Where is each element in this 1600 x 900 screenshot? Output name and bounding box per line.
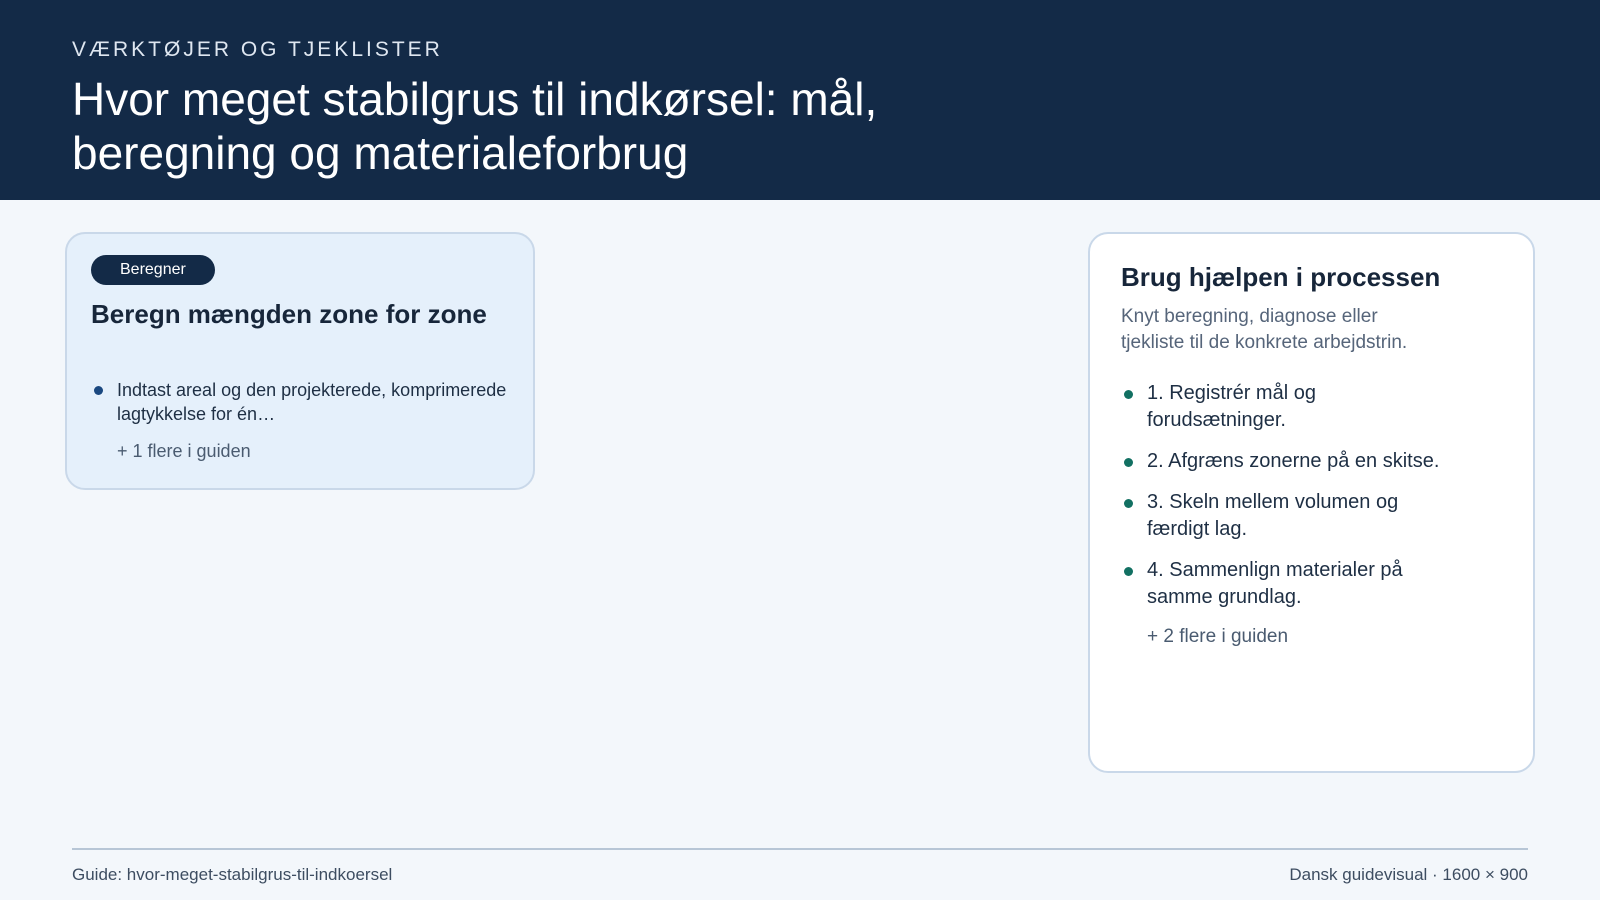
list-item-text: Indtast areal og den projekterede, komprimerede lagtykkelse for én…	[117, 380, 507, 424]
process-card	[1088, 232, 1535, 773]
bullet-icon	[1124, 499, 1133, 508]
calculator-card	[65, 232, 535, 490]
list-item	[1121, 489, 1451, 543]
bullet-icon	[1124, 390, 1133, 399]
header-banner	[0, 0, 1600, 200]
bullet-icon	[1124, 458, 1133, 467]
step-text: 3. Skeln mellem volumen og færdigt lag.	[1147, 491, 1399, 540]
bullet-icon	[94, 386, 103, 395]
process-steps-list	[1121, 380, 1503, 611]
bullet-icon	[1124, 567, 1133, 576]
calculator-badge: Beregner	[91, 255, 215, 285]
process-card-title: Brug hjælpen i processen	[1121, 262, 1441, 292]
list-item	[1121, 557, 1451, 611]
calculator-list	[91, 378, 509, 426]
list-item	[1121, 380, 1451, 434]
footer-divider	[72, 848, 1528, 850]
footer-guide-slug: Guide: hvor-meget-stabilgrus-til-indkoersel	[72, 865, 393, 884]
step-text: 1. Registrér mål og forudsætninger.	[1147, 382, 1316, 431]
step-text: 2. Afgræns zonerne på en skitse.	[1147, 450, 1440, 472]
more-in-guide-link[interactable]: + 2 flere i guiden	[1147, 626, 1289, 647]
step-text: 4. Sammenlign materialer på samme grundlag.	[1147, 559, 1403, 608]
footer-meta: Dansk guidevisual · 1600 × 900	[1289, 865, 1528, 884]
list-item	[91, 378, 509, 426]
process-card-subtitle: Knyt beregning, diagnose eller tjekliste til de konkrete arbejdstrin.	[1121, 306, 1408, 353]
page-title: Hvor meget stabilgrus til indkørsel: mål, beregning og materialeforbrug	[72, 73, 878, 179]
more-in-guide-link[interactable]: + 1 flere i guiden	[117, 441, 251, 461]
section-eyebrow: VÆRKTØJER OG TJEKLISTER	[72, 38, 443, 61]
list-item	[1121, 448, 1451, 475]
calculator-card-title: Beregn mængden zone for zone	[91, 299, 487, 329]
